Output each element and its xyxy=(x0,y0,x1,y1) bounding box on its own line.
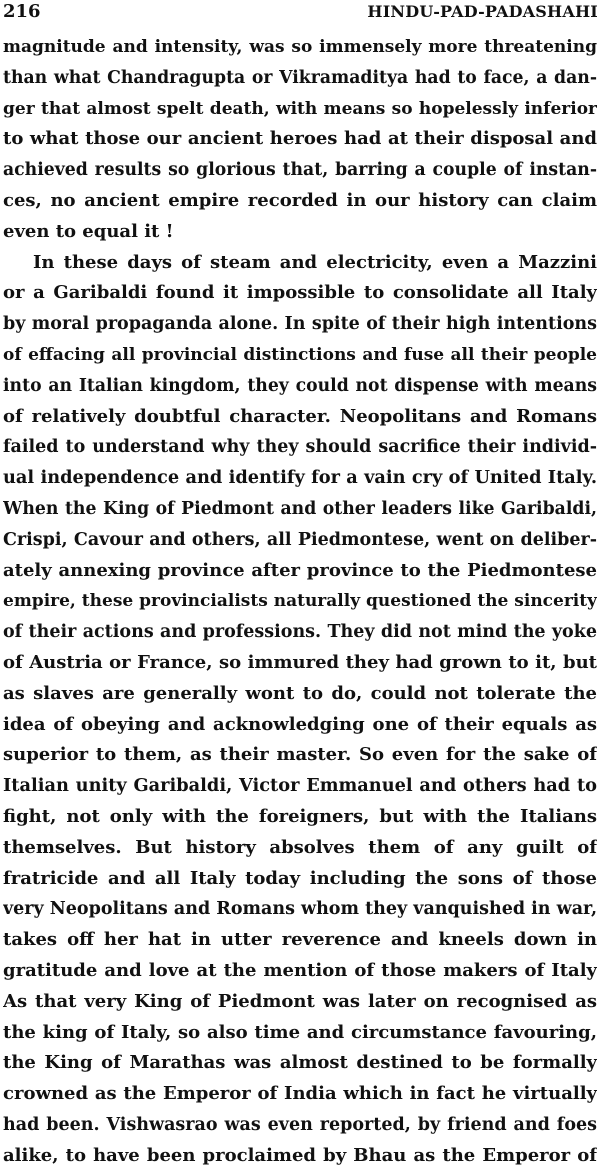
text-line: had been. Vishwasrao was even reported, by friend and foes xyxy=(3,1114,597,1135)
text-line: magnitude and intensity, was so immensely more threatening xyxy=(3,37,597,57)
text-line: by moral propaganda alone. In spite of their high intentions xyxy=(3,314,597,335)
text-line: achieved results so glorious that, barring a couple of instan- xyxy=(3,160,597,181)
text-line: to what those our ancient heroes had at their disposal and xyxy=(3,128,597,150)
text-line: very Neopolitans and Romans whom they vanquished in war, xyxy=(3,899,597,920)
text-line: the King of Marathas was almost destined to be formally xyxy=(3,1052,597,1074)
text-line: as slaves are generally wont to do, could not tolerate the xyxy=(3,682,597,704)
text-line: gratitude and love at the mention of those makers of Italy xyxy=(3,959,597,981)
text-line: Crispi, Cavour and others, all Piedmontese, went on deliber- xyxy=(3,529,597,550)
page-body-text xyxy=(3,32,597,1171)
text-line: or a Garibaldi found it impossible to consolidate all Italy xyxy=(3,282,597,304)
text-line: of their actions and professions. They did not mind the yoke xyxy=(3,622,597,643)
text-line: fight, not only with the foreigners, but with the Italians xyxy=(3,805,597,827)
text-line: even to equal it ! xyxy=(3,220,174,242)
text-line: failed to understand why they should sacrifice their individ- xyxy=(3,437,597,458)
text-line: In these days of steam and electricity, even a Mazzini xyxy=(33,251,597,273)
text-line: ately annexing province after province to the Piedmontese xyxy=(3,559,597,581)
text-line: the king of Italy, so also time and circumstance favouring, xyxy=(3,1021,597,1043)
text-line: As that very King of Piedmont was later on recognised as xyxy=(3,990,597,1012)
page-number: 216 xyxy=(3,1,41,22)
text-line: idea of obeying and acknowledging one of their equals as xyxy=(3,713,597,735)
text-line: empire, these provincialists naturally questioned the sincerity xyxy=(3,591,597,612)
text-line: into an Italian kingdom, they could not dispense with means xyxy=(3,375,597,396)
text-line: of Austria or France, so immured they had grown to it, but xyxy=(3,651,597,673)
text-line: ger that almost spelt death, with means so hopelessly inferior xyxy=(3,98,597,119)
running-title: HINDU-PAD-PADASHAHI xyxy=(367,2,598,21)
page-header xyxy=(3,0,598,24)
text-line: superior to them, as their master. So even for the sake of xyxy=(3,744,597,766)
text-line: Italian unity Garibaldi, Victor Emmanuel and others had to xyxy=(3,775,597,797)
text-line: When the King of Piedmont and other leaders like Garibaldi, xyxy=(3,498,597,519)
text-line: of relatively doubtful character. Neopolitans and Romans xyxy=(3,405,597,427)
text-line: ual independence and identify for a vain cry of United Italy. xyxy=(3,467,597,489)
text-line: ces, no ancient empire recorded in our history can claim xyxy=(3,189,597,211)
text-line: fratricide and all Italy today including the sons of those xyxy=(3,867,597,889)
text-line: alike, to have been proclaimed by Bhau as the Emperor of xyxy=(3,1144,597,1166)
text-line: crowned as the Emperor of India which in fact he virtually xyxy=(3,1083,597,1105)
text-line: takes off her hat in utter reverence and kneels down in xyxy=(3,929,597,951)
text-line: of effacing all provincial distinctions and fuse all their people xyxy=(3,344,597,365)
text-line: than what Chandragupta or Vikramaditya had to face, a dan- xyxy=(3,67,597,88)
text-line: themselves. But history absolves them of any guilt of xyxy=(3,836,597,858)
